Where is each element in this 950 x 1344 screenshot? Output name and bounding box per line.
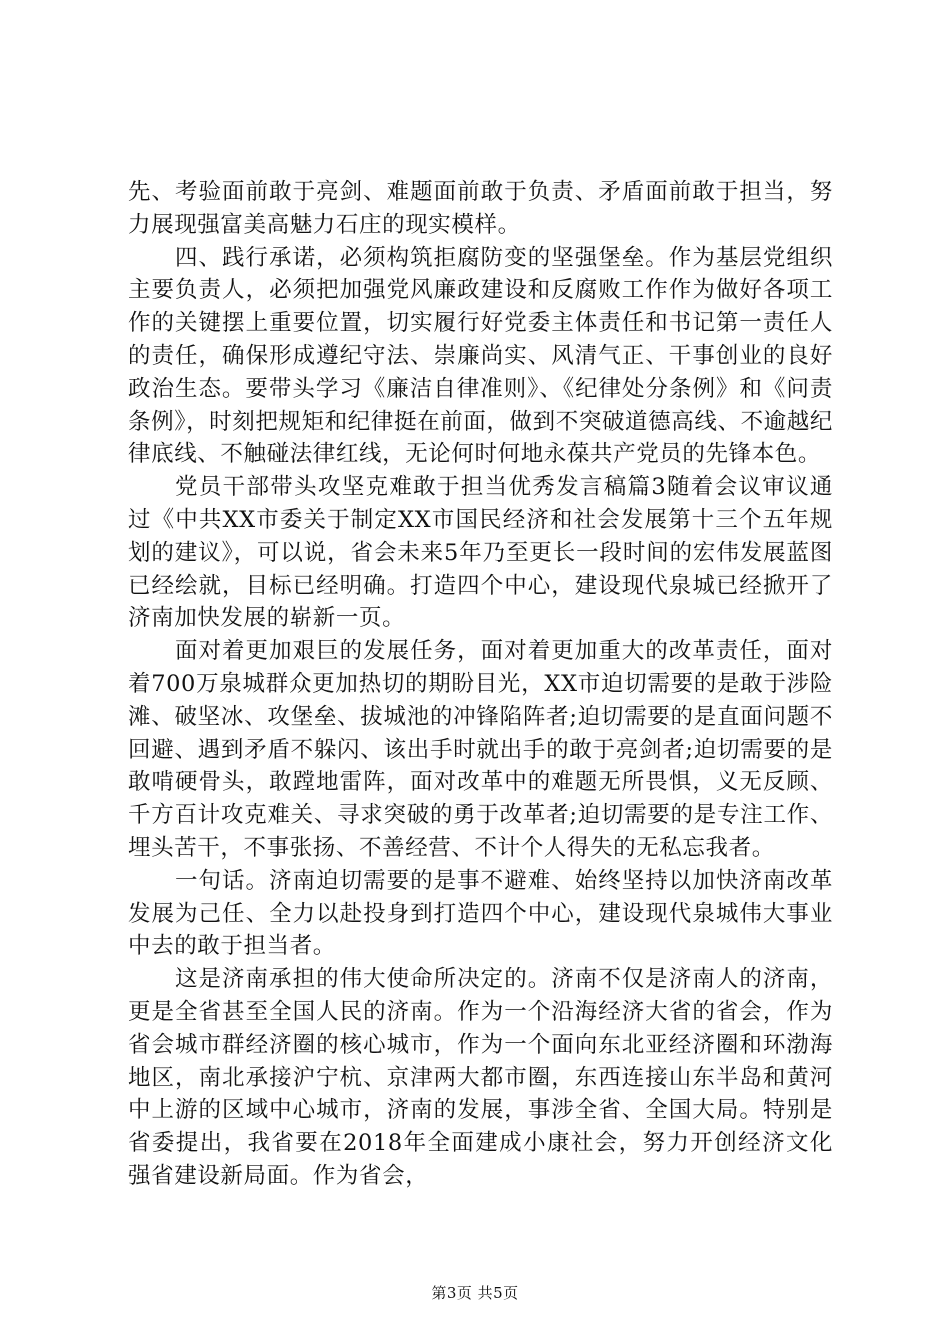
body-text (128, 176, 833, 1193)
paragraph-1: 先、考验面前敢于亮剑、难题面前敢于负责、矛盾面前敢于担当，努力展现强富美高魅力石庄的现实模样。 (128, 179, 833, 238)
page-footer: 第3页 共5页 (431, 1284, 519, 1302)
paragraph-5: 一句话。济南迫切需要的是事不避难、始终坚持以加快济南改革发展为己任、全力以赴投身到打造四个中心，建设现代泉城伟大事业中去的敢于担当者。 (128, 867, 833, 960)
paragraph-4: 面对着更加艰巨的发展任务，面对着更加重大的改革责任，面对着700万泉城群众更加热切的期盼目光，XX市迫切需要的是敢于涉险滩、破坚冰、攻堡垒、拔城池的冲锋陷阵者;迫切需要的是直面问题不回避、遇到矛盾不躲闪、该出手时就出手的敢于亮剑者;迫切需要的是敢啃硬骨头，敢蹚地雷阵，面对改革中的难题无所畏惧，义无反顾、千方百计攻克难关、寻求突破的勇于改革者;迫切需要的是专注工作、埋头苦干，不事张扬、不善经营、不计个人得失的无私忘我者。 (128, 638, 833, 861)
paragraph-3: 党员干部带头攻坚克难敢于担当优秀发言稿篇3随着会议审议通过《中共XX市委关于制定XX市国民经济和社会发展第十三个五年规划的建议》，可以说，省会未来5年乃至更长一段时间的宏伟发展蓝图已经绘就，目标已经明确。打造四个中心，建设现代泉城已经掀开了济南加快发展的崭新一页。 (128, 474, 833, 632)
paragraph-6: 这是济南承担的伟大使命所决定的。济南不仅是济南人的济南，更是全省甚至全国人民的济南。作为一个沿海经济大省的省会，作为省会城市群经济圈的核心城市，作为一个面向东北亚经济圈和环渤海地区，南北承接沪宁杭、京津两大都市圈，东西连接山东半岛和黄河中上游的区域中心城市，济南的发展，事涉全省、全国大局。特别是省委提出，我省要在2018年全面建成小康社会，努力开创经济文化强省建设新局面。作为省会， (128, 966, 833, 1189)
paragraph-2: 四、践行承诺，必须构筑拒腐防变的坚强堡垒。作为基层党组织主要负责人，必须把加强党风廉政建设和反腐败工作作为做好各项工作的关键摆上重要位置，切实履行好党委主体责任和书记第一责任人的责任，确保形成遵纪守法、崇廉尚实、风清气正、干事创业的良好政治生态。要带头学习《廉洁自律准则》、《纪律处分条例》和《问责条例》，时刻把规矩和纪律挺在前面，做到不突破道德高线、不逾越纪律底线、不触碰法律红线，无论何时何地永葆共产党员的先锋本色。 (128, 244, 833, 468)
